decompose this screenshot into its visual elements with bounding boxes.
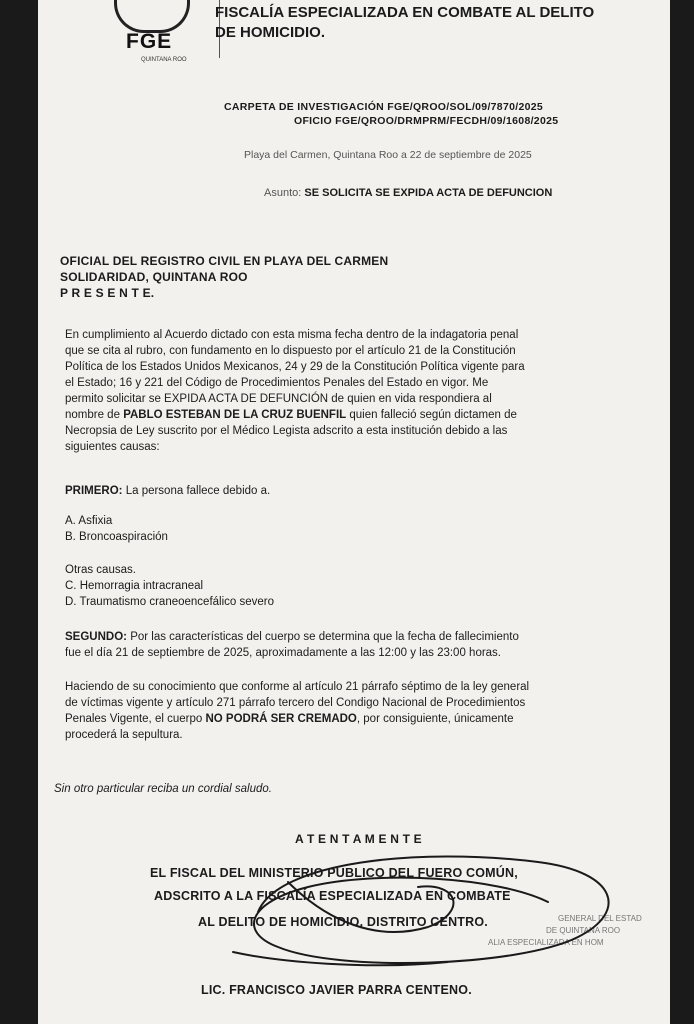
addressee-line-3: P R E S E N T E.	[60, 286, 155, 300]
no-cremation-notice: NO PODRÁ SER CREMADO	[205, 713, 357, 725]
carpeta-reference: CARPETA DE INVESTIGACIÓN FGE/QROO/SOL/09/7870/2025	[224, 101, 543, 113]
cause-d: D. Traumatismo craneoencefálico severo	[65, 596, 275, 608]
atentamente: A T E N T A M E N T E	[295, 832, 422, 846]
primero-line	[65, 485, 270, 497]
logo-state: QUINTANA ROO	[141, 57, 187, 63]
cause-c: C. Hemorragia intracraneal	[65, 580, 204, 592]
signature-line-2: ADSCRITO A LA FISCALÍA ESPECIALIZADA EN COMBATE	[154, 889, 511, 903]
segundo-line	[65, 629, 665, 645]
cause-b: B. Broncoaspiración	[65, 531, 168, 543]
shield-icon	[114, 0, 190, 33]
notice-text: Penales Vigente, el cuerpo	[65, 713, 203, 725]
addressee-line-2: SOLIDARIDAD, QUINTANA ROO	[60, 270, 248, 284]
stamp-line-1: GENERAL DEL ESTAD	[558, 914, 642, 923]
intro-line: que se cita al rubro, con fundamento en lo dispuesto por el artículo 21 de la Constitución	[65, 345, 516, 357]
subject-text: SE SOLICITA SE EXPIDA ACTA DE DEFUNCION	[304, 187, 553, 199]
signature-line-1: EL FISCAL DEL MINISTERIO PUBLICO DEL FUERO COMÚN,	[150, 866, 518, 880]
other-causes-label: Otras causas.	[65, 564, 136, 576]
deceased-name: PABLO ESTEBAN DE LA CRUZ BUENFIL	[123, 409, 347, 421]
place-date: Playa del Carmen, Quintana Roo a 22 de septiembre de 2025	[244, 149, 532, 161]
notice-paragraph	[65, 679, 665, 743]
closing-line: Sin otro particular reciba un cordial saludo.	[54, 783, 272, 795]
intro-line: permito solicitar se EXPIDA ACTA DE DEFUNCIÓN de quien en vida respondiera al	[65, 393, 492, 405]
notice-line	[65, 711, 665, 727]
subject-line	[264, 187, 552, 199]
primero-label: PRIMERO:	[65, 485, 123, 497]
oficio-reference: OFICIO FGE/QROO/DRMPRM/FECDH/09/1608/2025	[294, 115, 559, 127]
primero-text: La persona fallece debido a.	[125, 485, 271, 497]
intro-paragraph	[65, 327, 665, 455]
signature-line-3: AL DELITO DE HOMICIDIO, DISTRITO CENTRO.	[198, 915, 488, 929]
intro-line: siguientes causas:	[65, 441, 160, 453]
segundo-paragraph	[65, 629, 665, 661]
intro-line: En cumplimiento al Acuerdo dictado con esta misma fecha dentro de la indagatoria penal	[65, 329, 519, 341]
header-line-2: DE HOMICIDIO.	[215, 24, 326, 41]
intro-line: el Estado; 16 y 221 del Código de Procedimientos Penales del Estado en vigor. Me	[65, 377, 489, 389]
segundo-line: fue el día 21 de septiembre de 2025, aproximadamente a las 12:00 y las 23:00 horas.	[65, 647, 502, 659]
intro-line: Necropsia de Ley suscrito por el Médico Legista adscrito a esta institución debido a las	[65, 425, 508, 437]
document-page	[38, 0, 670, 1024]
intro-text: nombre de	[65, 409, 120, 421]
fge-logo	[86, 0, 214, 70]
handwritten-signature	[218, 842, 638, 982]
signer-name: LIC. FRANCISCO JAVIER PARRA CENTENO.	[201, 983, 472, 997]
addressee-line-1: OFICIAL DEL REGISTRO CIVIL EN PLAYA DEL CARMEN	[60, 254, 389, 268]
segundo-label: SEGUNDO:	[65, 631, 127, 643]
header-line-1: FISCALÍA ESPECIALIZADA EN COMBATE AL DELITO	[215, 4, 595, 21]
notice-line: procederá la sepultura.	[65, 729, 183, 741]
notice-line: de víctimas vigente y artículo 271 párrafo tercero del Condigo Nacional de Procedimientos	[65, 697, 526, 709]
stamp-line-3: ALIA ESPECIALIZADA EN HOM	[488, 938, 604, 947]
notice-line: Haciendo de su conocimiento que conforme al artículo 21 párrafo séptimo de la ley general	[65, 681, 530, 693]
logo-acronym: FGE	[126, 30, 173, 53]
segundo-text: Por las características del cuerpo se determina que la fecha de fallecimiento	[130, 631, 519, 643]
notice-text: , por consiguiente, únicamente	[356, 713, 514, 725]
intro-line: Política de los Estados Unidos Mexicanos, 24 y 29 de la Constitución Política vigente para	[65, 361, 525, 373]
cause-a: A. Asfixia	[65, 515, 113, 527]
stamp-line-2: DE QUINTANA ROO	[546, 926, 621, 935]
subject-label: Asunto:	[264, 187, 302, 199]
intro-text: quien falleció según dictamen de	[349, 409, 517, 421]
intro-line	[65, 407, 665, 423]
